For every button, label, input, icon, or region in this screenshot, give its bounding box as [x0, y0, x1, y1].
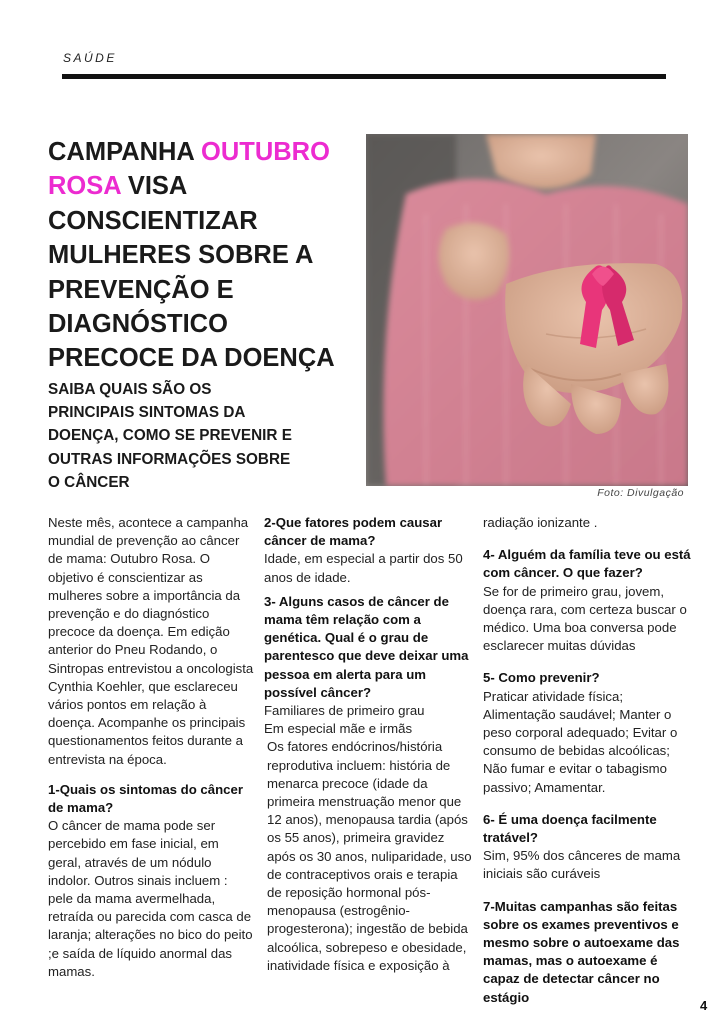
header-rule	[62, 74, 666, 79]
answer-3-line1: Familiares de primeiro grau	[264, 703, 425, 719]
question-3: 3- Alguns casos de câncer de mama têm relação com a genética. Qual é o grau de parentesco que deve deixar uma pessoa em alerta para um possível câncer?	[264, 593, 469, 700]
answer-4: Se for de primeiro grau, jovem, doença rara, com certeza buscar o médico. Uma boa conversa pode esclarecer muitas dúvidas	[483, 583, 687, 654]
subheadline: SAIBA QUAIS SÃO OS PRINCIPAIS SINTOMAS DA DOENÇA, COMO SE PREVENIR E OUTRAS INFORMAÇÕES SOBRE O CÂNCER	[48, 381, 292, 491]
question-2: 2-Que fatores podem causar câncer de mama?	[264, 515, 443, 549]
answer-1: O câncer de mama pode ser percebido em fase inicial, em geral, através de um nódulo indolor. Outros sinais incluem : pele da mama avermelhada, retraída ou parecida com casca de laranja; alterações no bico do peito ;e saída de líquido anormal das mamas.	[48, 818, 253, 979]
page-number: 4	[700, 998, 708, 1013]
answer-6: Sim, 95% dos cânceres de mama iniciais são curáveis	[483, 848, 681, 882]
headline-highlight-outubro: OUTUBRO	[201, 138, 330, 166]
question-4: 4- Alguém da família teve ou está com câncer. O que fazer?	[483, 547, 691, 581]
question-1: 1-Quais os sintomas do câncer de mama?	[48, 781, 243, 816]
question-7: 7-Muitas campanhas são feitas sobre os exames preventivos e mesmo sobre o autoexame das mamas, mas o autoexame é capaz de detectar câncer no estágio	[483, 898, 680, 1005]
headline-part1: CAMPANHA	[48, 138, 201, 166]
headline-part2: VISA CONSCIENTIZAR MULHERES SOBRE A PREVENÇÃO E DIAGNÓSTICO PRECOCE DA DOENÇA	[48, 172, 335, 373]
question-6: 6- É uma doença facilmente tratável?	[483, 811, 657, 846]
photo-credit: Foto: Divulgação	[597, 487, 684, 499]
headline	[48, 135, 348, 376]
headline-highlight-rosa: ROSA	[48, 172, 121, 201]
question-5: 5- Como prevenir?	[483, 670, 600, 686]
answer-3-paragraph: Os fatores endócrinos/história reprodutiva incluem: história de menarca precoce (idade da primeira menstruação menor que 12 anos), menopausa tardia (após os 55 anos), primeira gravidez após os 30 anos, nuliparidade, uso de contraceptivos orais e terapia de reposição hormonal pós-menopausa (estrogênio-progesterona); ingestão de bebida alcoólica, sobrepeso e obesidade, inatividade física e exposição à	[267, 739, 472, 973]
answer-3-line2: Em especial mãe e irmãs	[264, 721, 413, 737]
answer-2: Idade, em especial a partir dos 50 anos de idade.	[264, 551, 463, 585]
answer-5: Praticar atividade física; Alimentação saudável; Manter o peso corporal adequado; Evitar o consumo de bebidas alcoólicas; Não fumar e evitar o tabagismo passivo; Amamentar.	[483, 688, 678, 795]
article-column-1	[48, 514, 254, 981]
section-label: SAÚDE	[63, 51, 117, 65]
ribbon-photo	[366, 134, 688, 486]
intro-paragraph: Neste mês, acontece a campanha mundial de prevenção ao câncer de mama: Outubro Rosa. O objetivo é conscientizar as mulheres sobre a importância da prevenção e do diagnóstico precoce da doença. Em edição anterior do Pneu Rodando, o Sintropas entrevistou a oncologista Cynthia Koehler, que esclareceu vários pontos em relação à doença. Acompanhe os principais questionamentos feitos durante a entrevista na época.	[48, 515, 254, 767]
article-column-3	[483, 514, 693, 1007]
continuation-text: radiação ionizante .	[483, 515, 598, 530]
article-column-2	[264, 514, 474, 975]
